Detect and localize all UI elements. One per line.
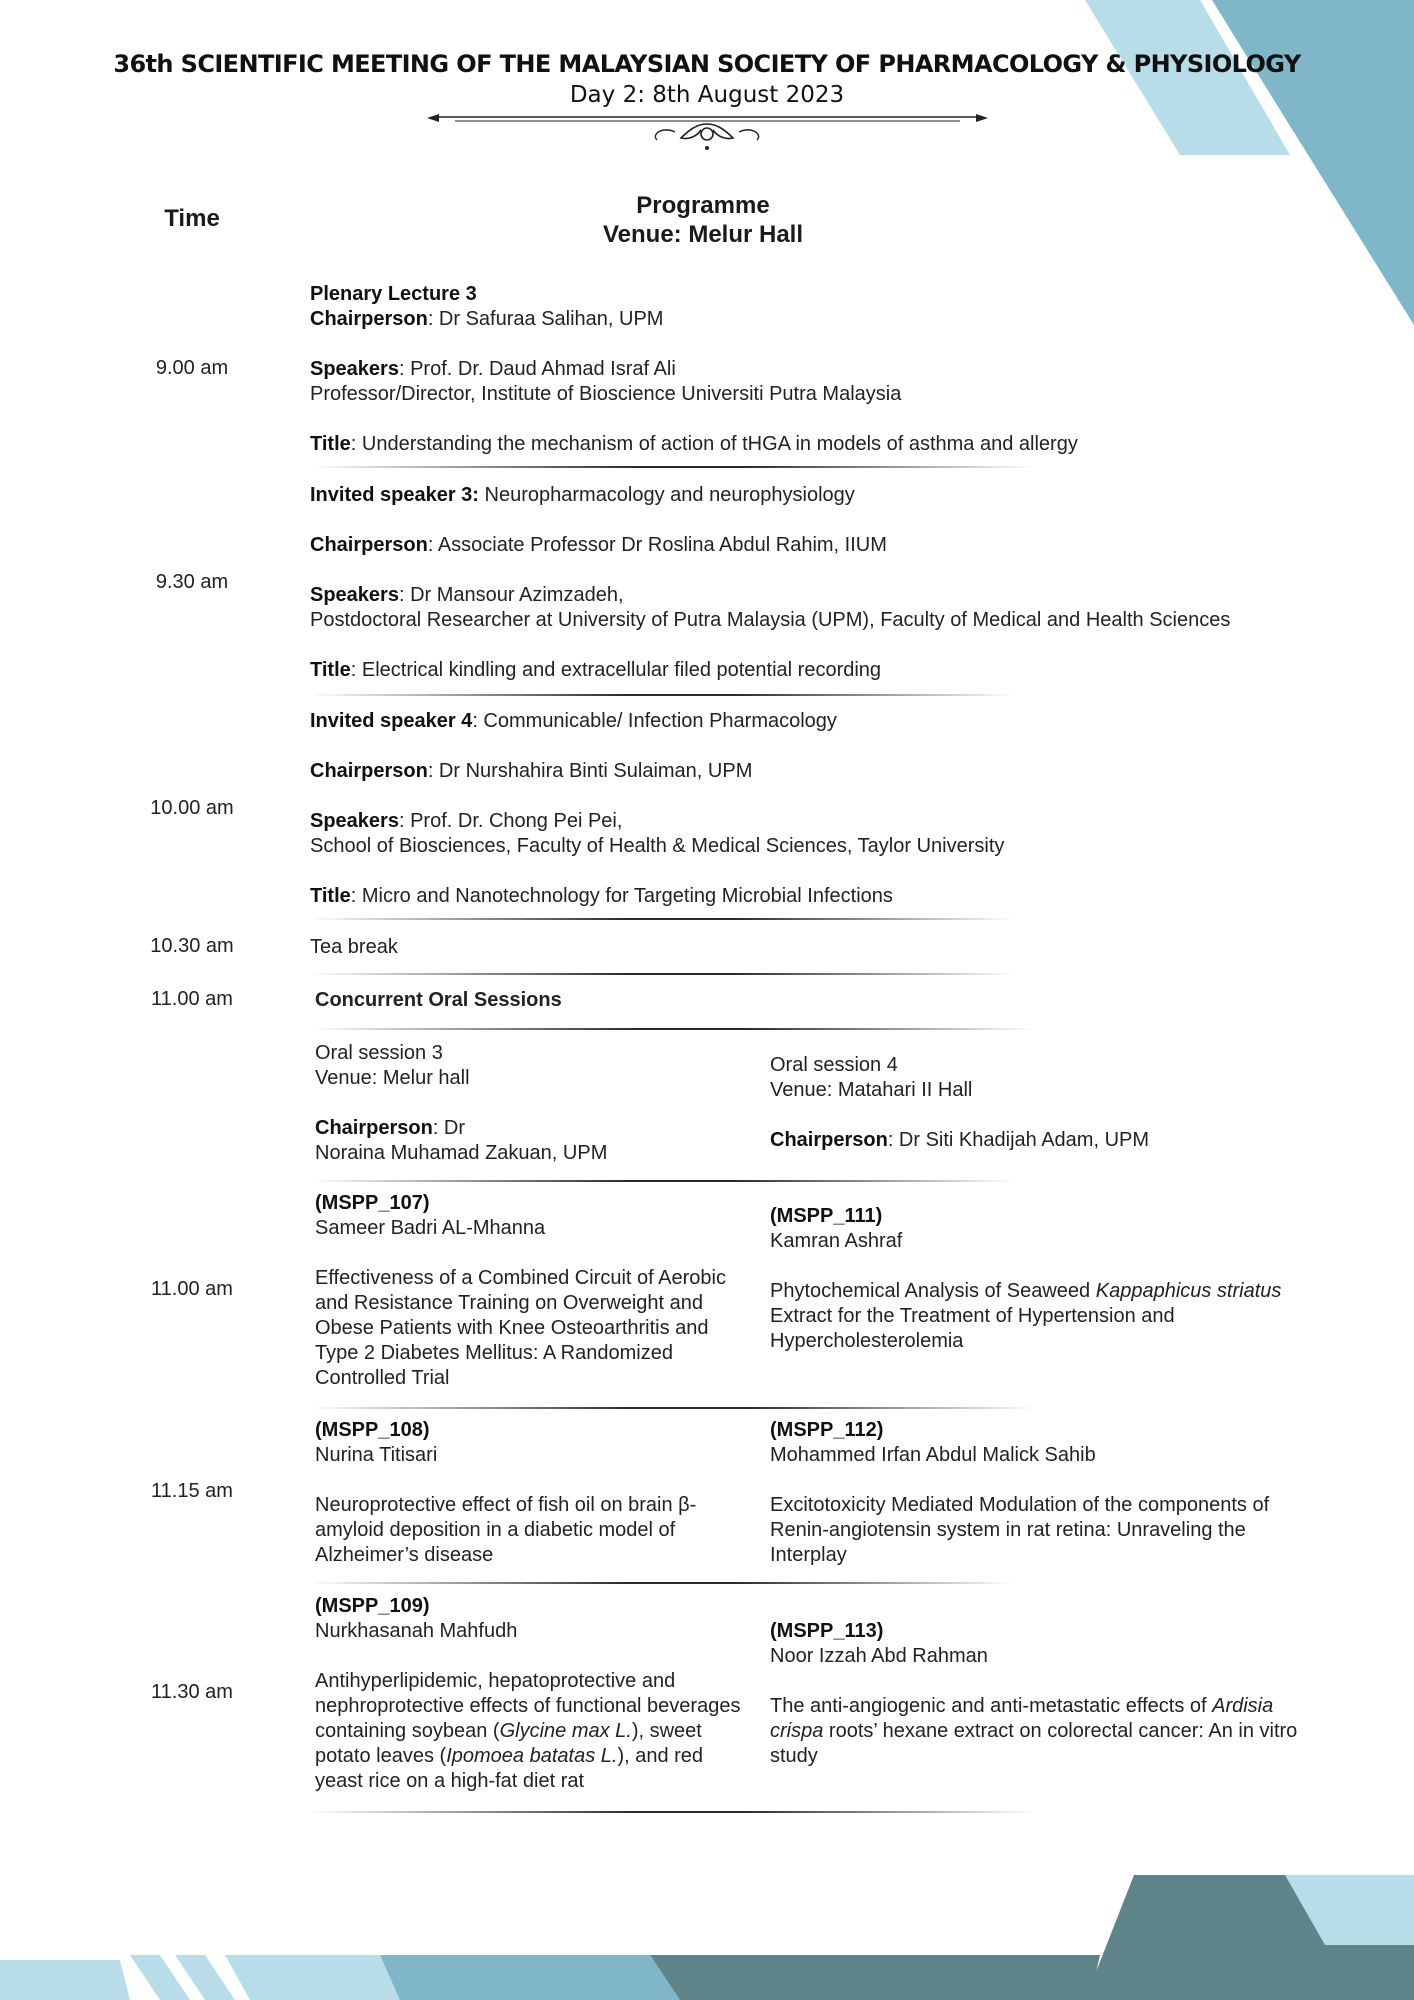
block-topic: Neuropharmacology and neurophysiology [478, 484, 855, 506]
separator [310, 918, 1015, 920]
page-subtitle: Day 2: 8th August 2023 [569, 82, 845, 108]
separator [310, 1407, 1035, 1409]
chair-label: Chairperson [770, 1129, 888, 1151]
time-column-heading: Time [164, 205, 220, 232]
bottom-band-light [0, 1960, 130, 2000]
chair-name: : Dr [432, 1117, 466, 1139]
page-title: 36th SCIENTIFIC MEETING OF THE MALAYSIAN SOCIETY OF PHARMACOLOGY & PHYSIOLOGY [113, 50, 1301, 78]
title-label: Title [310, 659, 351, 681]
title-text: ), sweet potato leaves ( [315, 1720, 702, 1767]
paper-code: (MSPP_111) [770, 1205, 883, 1227]
block-heading: Invited speaker 4 [310, 710, 473, 732]
paper-author: Nurkhasanah Mahfudh [315, 1620, 518, 1642]
divider-ornament [425, 108, 990, 158]
separator [310, 694, 1015, 696]
block-heading: Invited speaker 3: [310, 484, 479, 506]
session-name: Oral session 3 [315, 1042, 443, 1064]
session-venue: Venue: Matahari II Hall [770, 1079, 973, 1101]
separator [310, 466, 1035, 468]
paper-code: (MSPP_112) [770, 1419, 884, 1441]
speakers-label: Speakers [310, 584, 399, 606]
title-species: Kappaphicus striatus [1095, 1280, 1282, 1302]
chair-label: Chairperson [315, 1117, 433, 1139]
title-text: Antihyperlipidemic, hepatoprotective and nephroprotective effects of functional beverages containing soybean ( [315, 1670, 741, 1742]
talk-title: : Electrical kindling and extracellular filed potential recording [350, 659, 882, 681]
paper-code: (MSPP_108) [315, 1419, 430, 1441]
separator [310, 1028, 1035, 1030]
paper-mspp-108 [315, 1418, 755, 1568]
chair-name: : Dr Safuraa Salihan, UPM [427, 308, 664, 330]
time-11-30: 11.30 am [151, 1681, 233, 1703]
title-label: Title [310, 885, 351, 907]
talk-title: : Understanding the mechanism of action of tHGA in models of asthma and allergy [350, 433, 1078, 455]
time-10-00: 10.00 am [150, 797, 234, 819]
time-9-30: 9.30 am [155, 571, 229, 593]
bottom-band-mid [380, 1955, 680, 2000]
title-text: roots’ hexane extract on colorectal cancer: An in vitro study [770, 1720, 1298, 1767]
paper-mspp-109 [315, 1594, 755, 1794]
chair-name: : Associate Professor Dr Roslina Abdul Rahim, IIUM [427, 534, 887, 556]
title-text: Phytochemical Analysis of Seaweed [770, 1280, 1096, 1302]
paper-mspp-112 [770, 1418, 1310, 1568]
programme-column-heading [503, 191, 903, 249]
paper-code: (MSPP_113) [770, 1620, 884, 1642]
chair-name-continued: Noraina Muhamad Zakuan, UPM [315, 1142, 608, 1164]
chair-label: Chairperson [310, 534, 428, 556]
speaker-name: : Prof. Dr. Chong Pei Pei, [398, 810, 623, 832]
speakers-label: Speakers [310, 810, 399, 832]
paper-mspp-107 [315, 1191, 755, 1391]
oral-session-3 [315, 1041, 755, 1166]
title-text: Extract for the Treatment of Hypertension and Hypercholesterolemia [770, 1305, 1175, 1352]
speaker-affiliation: School of Biosciences, Faculty of Health & Medical Sciences, Taylor University [310, 835, 1005, 857]
title-text: ), and red yeast rice on a high-fat diet rat [315, 1745, 704, 1792]
paper-title [770, 1279, 1310, 1354]
block-topic: : Communicable/ Infection Pharmacology [472, 710, 837, 732]
chair-label: Chairperson [310, 308, 428, 330]
plenary-lecture-block [310, 282, 1360, 457]
invited-speaker-4-block [310, 709, 1370, 909]
talk-title: : Micro and Nanotechnology for Targeting Microbial Infections [350, 885, 893, 907]
time-11-15: 11.15 am [151, 1480, 233, 1502]
header [0, 50, 1414, 108]
time-11-00: 11.00 am [151, 1278, 233, 1300]
paper-title: Effectiveness of a Combined Circuit of Aerobic and Resistance Training on Overweight and Obese Patients with Knee Osteoarthritis and Type 2 Diabetes Mellitus: A Randomized Controlled Trial [315, 1267, 726, 1389]
speaker-name: : Dr Mansour Azimzadeh, [398, 584, 624, 606]
separator [310, 1180, 1015, 1182]
paper-code: (MSPP_107) [315, 1192, 430, 1214]
paper-mspp-111 [770, 1204, 1310, 1354]
time-11-00-concurrent: 11.00 am [151, 988, 233, 1010]
title-species: Glycine max L. [499, 1720, 632, 1742]
session-name: Oral session 4 [770, 1054, 898, 1076]
separator [310, 973, 1015, 975]
title-text: The anti-angiogenic and anti-metastatic effects of [770, 1695, 1213, 1717]
speaker-affiliation: Postdoctoral Researcher at University of Putra Malaysia (UPM), Faculty of Medical and Health Sciences [310, 609, 1231, 631]
paper-code: (MSPP_109) [315, 1595, 430, 1617]
paper-author: Mohammed Irfan Abdul Malick Sahib [770, 1444, 1096, 1466]
paper-title [770, 1694, 1310, 1769]
chair-name: : Dr Nurshahira Binti Sulaiman, UPM [427, 760, 753, 782]
paper-title: Excitotoxicity Mediated Modulation of the components of Renin-angiotensin system in rat retina: Unraveling the Interplay [770, 1494, 1270, 1566]
title-species: Ardisia crispa [770, 1695, 1274, 1742]
tea-break: Tea break [310, 936, 398, 958]
chair-name: : Dr Siti Khadijah Adam, UPM [887, 1129, 1150, 1151]
separator [310, 1811, 1035, 1813]
paper-author: Sameer Badri AL-Mhanna [315, 1217, 546, 1239]
speakers-label: Speakers [310, 358, 399, 380]
paper-author: Kamran Ashraf [770, 1230, 903, 1252]
session-venue: Venue: Melur hall [315, 1067, 470, 1089]
title-label: Title [310, 433, 351, 455]
block-heading: Plenary Lecture 3 [310, 283, 477, 305]
separator [310, 1582, 1015, 1584]
venue-heading: Venue: Melur Hall [602, 221, 804, 248]
bottom-band-light-2 [225, 1955, 410, 2000]
invited-speaker-3-block [310, 483, 1370, 683]
speaker-affiliation: Professor/Director, Institute of Bioscience Universiti Putra Malaysia [310, 383, 902, 405]
concurrent-sessions-heading: Concurrent Oral Sessions [315, 989, 562, 1011]
paper-author: Nurina Titisari [315, 1444, 438, 1466]
time-10-30: 10.30 am [150, 935, 234, 957]
programme-heading: Programme [636, 192, 770, 219]
oral-session-4 [770, 1053, 1310, 1153]
paper-author: Noor Izzah Abd Rahman [770, 1645, 988, 1667]
time-9-00: 9.00 am [155, 357, 229, 379]
paper-title: Neuroprotective effect of fish oil on brain β-amyloid deposition in a diabetic model of Alzheimer’s disease [315, 1494, 697, 1566]
bottom-band-dark [650, 1955, 1100, 2000]
chair-label: Chairperson [310, 760, 428, 782]
title-species: Ipomoea batatas L. [446, 1745, 618, 1767]
paper-title [315, 1669, 755, 1794]
paper-mspp-113 [770, 1619, 1310, 1769]
speaker-name: : Prof. Dr. Daud Ahmad Israf Ali [398, 358, 676, 380]
